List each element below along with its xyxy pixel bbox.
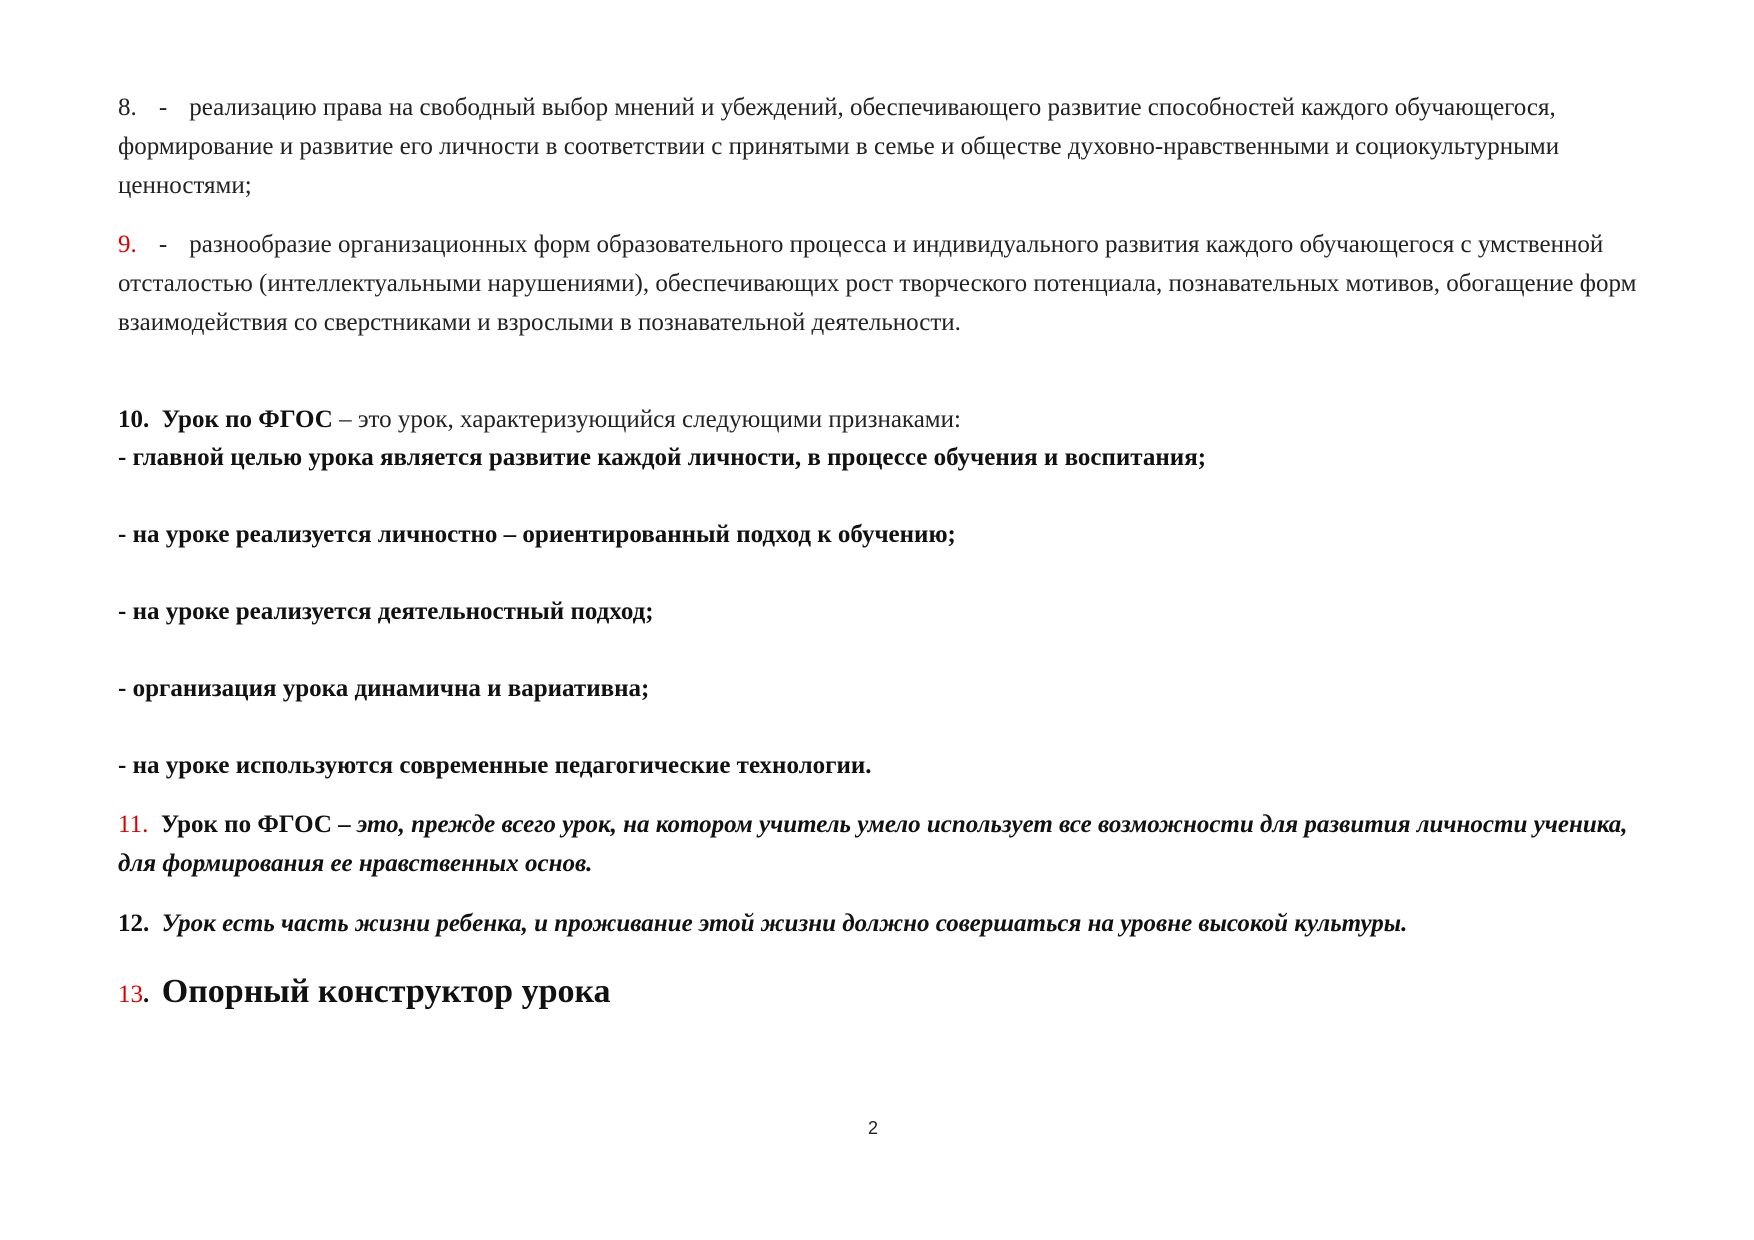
item-11-text: это, прежде всего урок, на котором учитель умело использует все возможности для развития личности ученика, для формирования ее нравственных основ. <box>118 811 1628 877</box>
item-12-dot: . <box>143 910 150 937</box>
item-9-number: 9. <box>118 231 137 258</box>
item-13-dot: . <box>143 981 150 1008</box>
item-13 <box>118 966 1646 1021</box>
item-9-text: разнообразие организационных форм образовательного процесса и индивидуального развития каждого обучающегося с умственной отсталостью (интеллектуальными нарушениями), обеспечивающих рост творческого потенциала, познавательных мотивов, обогащение форм взаимодействия со сверстниками и взрослыми в познавательной деятельности. <box>118 231 1637 336</box>
item-11-lead: Урок по ФГОС <box>160 811 332 838</box>
item-10-rest: – это урок, характеризующийся следующими признаками: <box>339 406 961 433</box>
item-10-lead: Урок по ФГОС <box>161 406 333 433</box>
item-11-number: 11. <box>118 811 149 838</box>
item-13-number: 13 <box>118 981 143 1008</box>
item-12-number: 12 <box>118 910 143 937</box>
item-8-number: 8. <box>118 94 137 121</box>
page-number: 2 <box>868 1118 879 1138</box>
item-8-text: реализацию права на свободный выбор мнений и убеждений, обеспечивающего развитие способностей каждого обучающегося, формирование и развитие его личности в соответствии с принятыми в семье и обществе духовно-нравственными и социокультурными ценностями; <box>118 94 1560 199</box>
item-10-bullet-1: - главной целью урока является развитие каждой личности, в процессе обучения и воспитания; <box>118 444 1207 471</box>
item-10-number: 10 <box>118 406 143 433</box>
item-12 <box>118 904 1646 943</box>
item-11 <box>118 805 1646 883</box>
item-9-dash: - <box>158 231 168 258</box>
item-11-dash: – <box>338 811 351 838</box>
item-8 <box>118 88 1646 205</box>
item-10-dot: . <box>143 406 150 433</box>
item-10-bullet-2: - на уроке реализуется личностно – ориентированный подход к обучению; <box>118 521 956 548</box>
item-13-heading: Опорный конструктор урока <box>161 973 611 1010</box>
item-12-text: Урок есть часть жизни ребенка, и проживание этой жизни должно совершаться на уровне высокой культуры. <box>161 910 1408 937</box>
item-10 <box>118 400 1646 439</box>
item-10-bullet-3: - на уроке реализуется деятельностный подход; <box>118 598 654 625</box>
item-10-bullet-4: - организация урока динамична и вариативна; <box>118 675 650 702</box>
item-10-bullet-5: - на уроке используются современные педагогические технологии. <box>118 752 872 779</box>
item-8-dash: - <box>158 94 168 121</box>
item-9 <box>118 225 1646 342</box>
